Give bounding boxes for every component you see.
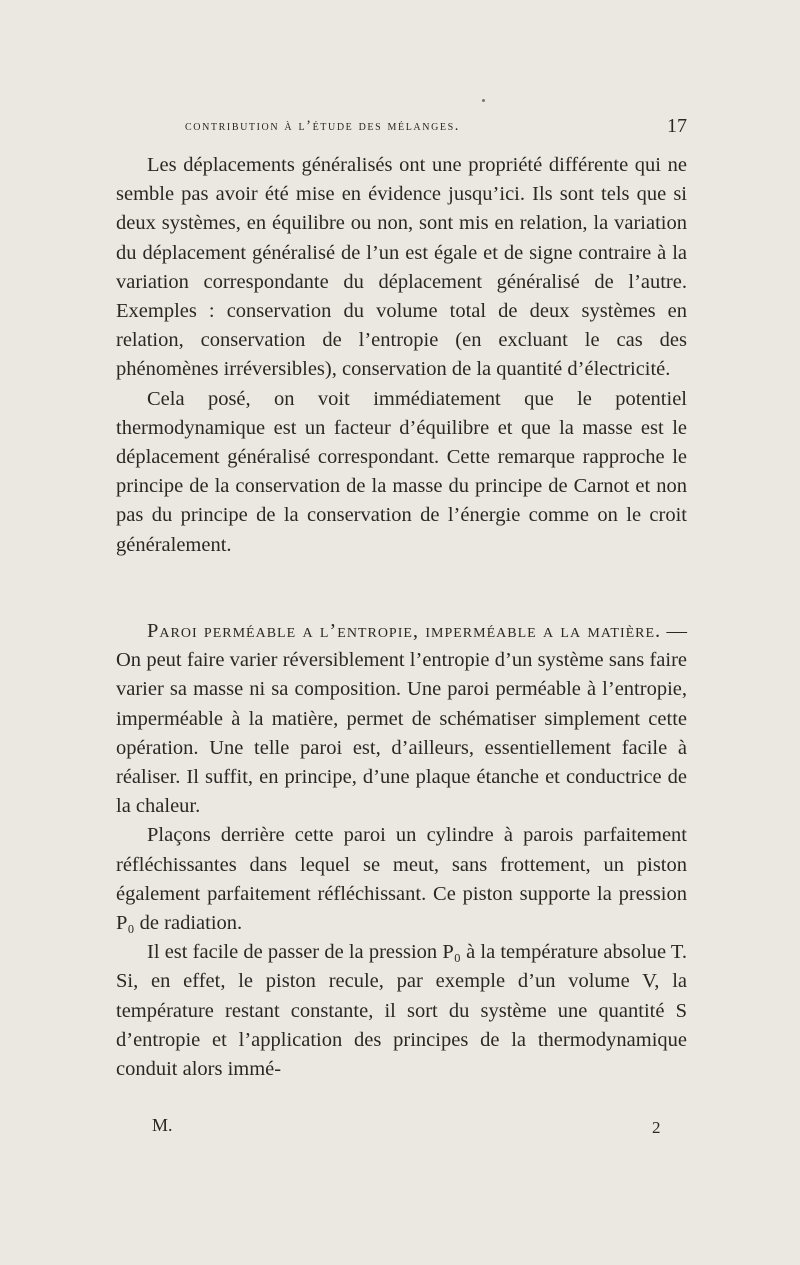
paragraph: Cela posé, on voit immédiatement que le potentiel thermodynamique est un facteur d’équilibre et que la masse est le déplacement généralisé correspondant. Cette remarque rapproche le principe de la conservation de la masse du principe de Carnot et non pas du principe de la conservation de l’énergie comme on le croit généralement. — [116, 387, 687, 556]
section-paragraph-text: On peut faire varier réversiblement l’entropie d’un système sans faire varier sa masse ni sa composition. Une paroi perméable à l’entropie, imperméable à la matière, permet de schématiser simplement cette opération. Une telle paroi est, d’ailleurs, essentiellement facile à réaliser. Il suffit, en principe, d’une plaque étanche et conductrice de la chaleur. — [116, 649, 687, 818]
paragraph: Plaçons derrière cette paroi un cylindre à parois parfaitement réfléchissantes dans lequel se meut, sans frottement, un piston également parfaitement réfléchissant. Ce piston supporte la pression P₀ de radiation. — [116, 824, 687, 935]
paragraph: Les déplacements généralisés ont une propriété différente qui ne semble pas avoir été mise en évidence jusqu’ici. Ils sont tels que si deux systèmes, en équilibre ou non, sont mis en relation, la variation du déplacement généralisé de l’un est égale et de signe contraire à la variation correspondante du déplacement généralisé de l’autre. Exemples : conservation du volume total de deux systèmes en relation, conservation de l’entropie (en excluant le cas des phénomènes irréversibles), conservation de la quantité d’électricité. — [116, 154, 687, 381]
section-paragraph: Paroi perméable a l’entropie, imperméable a la matière. — On peut faire varier réversiblement l’entropie d’un système sans faire varier sa masse ni sa composition. Une paroi perméable à l’entropie, imperméable à la matière, permet de schématiser simplement cette opération. Une telle paroi est, d’ailleurs, essentiellement facile à réaliser. Il suffit, en principe, d’une plaque étanche et conductrice de la chaleur. — [116, 620, 687, 818]
body-text-section — [116, 617, 687, 1084]
running-header — [185, 115, 687, 140]
section-heading: Paroi perméable a l’entropie, imperméable a la matière. — [147, 620, 662, 642]
printed-dot — [482, 99, 485, 102]
signature-mark: M. — [152, 1115, 173, 1135]
sheet-number: 2 — [652, 1118, 661, 1137]
paragraph: Il est facile de passer de la pression P₀ à la température absolue T. Si, en effet, le piston recule, par exemple d’un volume V, la température restant constante, il sort du système une quantité S d’entropie et l’application des principes de la thermodynamique conduit alors immé- — [116, 941, 687, 1081]
body-text-top — [116, 151, 687, 560]
page-number: 17 — [667, 115, 687, 137]
running-title: contribution à l’étude des mélanges. — [185, 118, 460, 134]
